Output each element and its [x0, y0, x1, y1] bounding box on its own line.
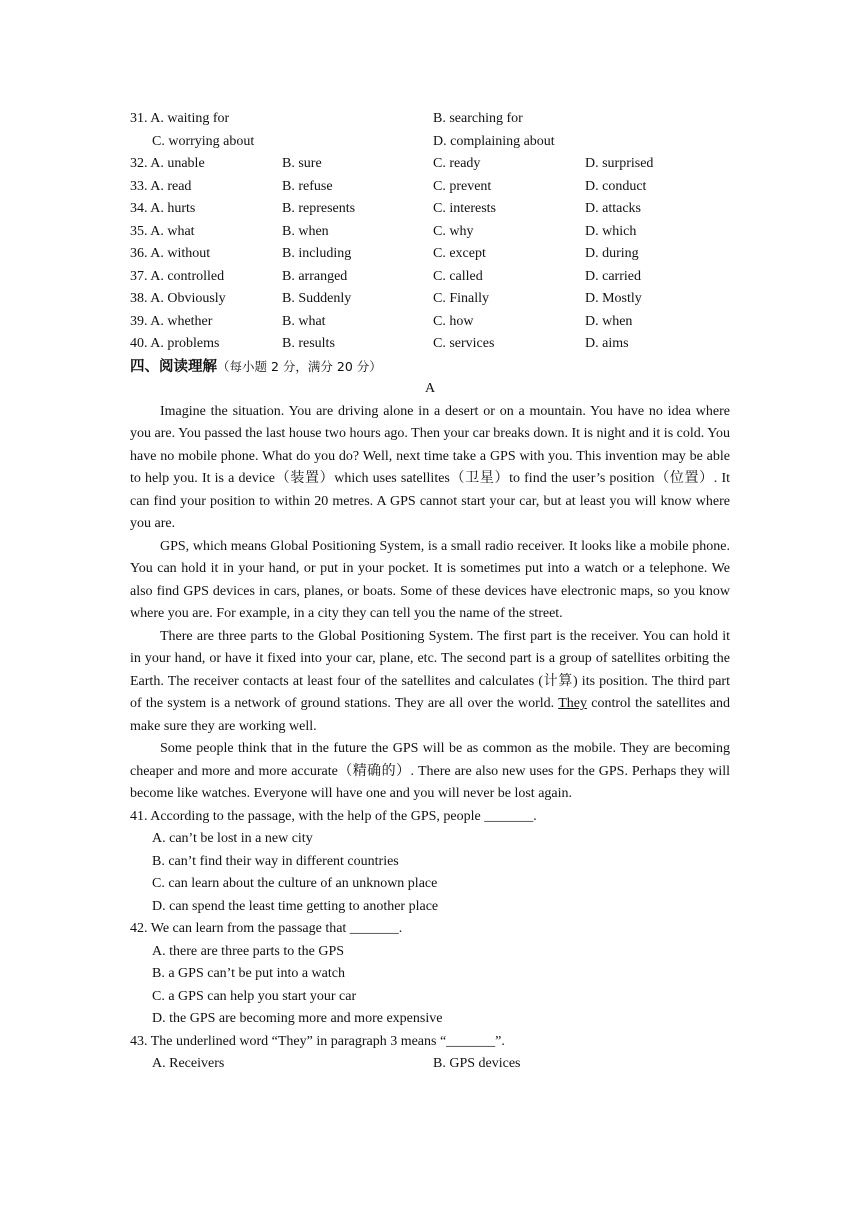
option-35-a: 35. A. what: [130, 223, 195, 239]
section-heading: [130, 356, 730, 379]
question-42-option-b: B. a GPS can’t be put into a watch: [152, 966, 345, 981]
option-32-b: B. sure: [282, 156, 322, 171]
option-38-d: D. Mostly: [585, 291, 642, 306]
option-40-d: D. aims: [585, 336, 629, 351]
option-36-c: C. except: [433, 246, 486, 261]
question-42-option-d: D. the GPS are becoming more and more expensive: [152, 1011, 443, 1026]
option-row-33: [130, 176, 730, 199]
paragraph-3: [130, 626, 730, 739]
option-34-b: B. represents: [282, 201, 356, 216]
question-42-option-a: A. there are three parts to the GPS: [152, 943, 345, 959]
option-33-d: D. conduct: [585, 178, 647, 194]
paragraph-3-text-after: control the satellites and make sure they are working well.: [130, 696, 731, 734]
option-39-c: C. how: [433, 313, 474, 329]
option-32-a: 32. A. unable: [130, 156, 205, 171]
option-row-36: [130, 243, 730, 266]
option-34-a: 34. A. hurts: [130, 201, 196, 216]
option-31-b: B. searching for: [433, 111, 523, 126]
option-35-b: B. when: [282, 223, 329, 239]
option-33-b: B. refuse: [282, 178, 333, 194]
option-39-d: D. when: [585, 313, 633, 329]
question-41: [130, 806, 730, 919]
option-35-c: C. why: [433, 223, 474, 239]
option-40-c: C. services: [433, 336, 495, 351]
option-33-c: C. prevent: [433, 178, 492, 194]
option-35-d: D. which: [585, 223, 637, 239]
option-37-d: D. carried: [585, 268, 641, 284]
paragraph-3-text-before: There are three parts to the Global Positioning System. The first part is the receiver. You can hold it in your hand, or have it fixed into your car, plane, etc. The second part is a group of satellites orbiting the Earth. The receiver contacts at least four of the satellites and calculates (计算) its position. The third part of the system is a network of ground stations. They are all over the world.: [130, 628, 730, 711]
option-32-d: D. surprised: [585, 156, 654, 171]
question-42-option-c: C. a GPS can help you start your car: [152, 988, 357, 1004]
question-41-option-c: C. can learn about the culture of an unknown place: [152, 876, 438, 891]
option-36-b: B. including: [282, 246, 352, 261]
option-38-b: B. Suddenly: [282, 291, 352, 306]
option-38-a: 38. A. Obviously: [130, 291, 226, 306]
option-40-b: B. results: [282, 336, 335, 351]
option-34-d: D. attacks: [585, 201, 641, 216]
option-row-34: [130, 198, 730, 221]
question-43-stem: 43. The underlined word “They” in paragraph 3 means “_______”.: [130, 1033, 505, 1049]
option-37-a: 37. A. controlled: [130, 268, 225, 284]
option-39-a: 39. A. whether: [130, 313, 213, 329]
option-row-32: [130, 153, 730, 176]
option-31-a: 31. A. waiting for: [130, 111, 230, 126]
passage-label: A: [424, 381, 436, 396]
question-43-options-row: [130, 1053, 730, 1076]
question-42: [130, 918, 730, 1031]
option-31-c: C. worrying about: [152, 133, 255, 149]
section-note: （每小题 2 分，满分 20 分）: [217, 358, 382, 374]
question-41-stem: 41. According to the passage, with the help of the GPS, people _______.: [130, 808, 537, 824]
cloze-options: [130, 108, 730, 356]
option-36-a: 36. A. without: [130, 246, 211, 261]
question-41-option-d: D. can spend the least time getting to another place: [152, 898, 439, 914]
option-36-d: D. during: [585, 246, 639, 261]
exam-page: [130, 108, 730, 1076]
option-37-c: C. called: [433, 268, 483, 284]
question-43-option-b: B. GPS devices: [433, 1056, 521, 1071]
underlined-word-they: They: [558, 696, 587, 711]
option-37-b: B. arranged: [282, 268, 348, 284]
option-row-37: [130, 266, 730, 289]
question-42-stem: 42. We can learn from the passage that _______.: [130, 921, 403, 936]
option-38-c: C. Finally: [433, 291, 490, 306]
option-row-40: [130, 333, 730, 356]
option-row-31a: [130, 108, 730, 131]
option-row-39: [130, 311, 730, 334]
option-33-a: 33. A. read: [130, 178, 192, 194]
question-43-option-a: A. Receivers: [152, 1056, 225, 1071]
section-title: 四、阅读理解: [130, 358, 217, 375]
paragraph-2: GPS, which means Global Positioning System, is a small radio receiver. It looks like a mobile phone. You can hold it in your hand, or put in your pocket. It is sometimes put into a watch or a telephone. We also find GPS devices in cars, planes, or boats. Some of these devices have electronic maps, so you know where you are. For example, in a city they can tell you the name of the street.: [130, 538, 730, 621]
option-34-c: C. interests: [433, 201, 496, 216]
option-39-b: B. what: [282, 313, 326, 329]
paragraph-4: Some people think that in the future the GPS will be as common as the mobile. They are becoming cheaper and more and more accurate（精确的）. There are also new uses for the GPS. Perhaps they will become like watches. Everyone will have one and you will never be lost again.: [130, 741, 730, 801]
option-row-38: [130, 288, 730, 311]
option-40-a: 40. A. problems: [130, 336, 220, 351]
question-43: [130, 1031, 730, 1076]
option-31-d: D. complaining about: [433, 133, 555, 149]
question-41-option-b: B. can’t find their way in different countries: [152, 853, 399, 869]
paragraph-1: Imagine the situation. You are driving alone in a desert or on a mountain. You have no idea where you are. You passed the last house two hours ago. Then your car breaks down. It is night and it is cold. You have no mobile phone. What do you do? Well, next time take a GPS with you. This invention may be able to help you. It is a device（装置）which uses satellites（卫星）to find the user’s position（位置）. It can find your position to within 20 metres. A GPS cannot start your car, but at least you will know where you are.: [130, 403, 730, 531]
question-41-option-a: A. can’t be lost in a new city: [152, 831, 313, 846]
option-row-31b: [130, 131, 730, 154]
reading-passage: [130, 401, 730, 806]
option-32-c: C. ready: [433, 156, 481, 171]
option-row-35: [130, 221, 730, 244]
